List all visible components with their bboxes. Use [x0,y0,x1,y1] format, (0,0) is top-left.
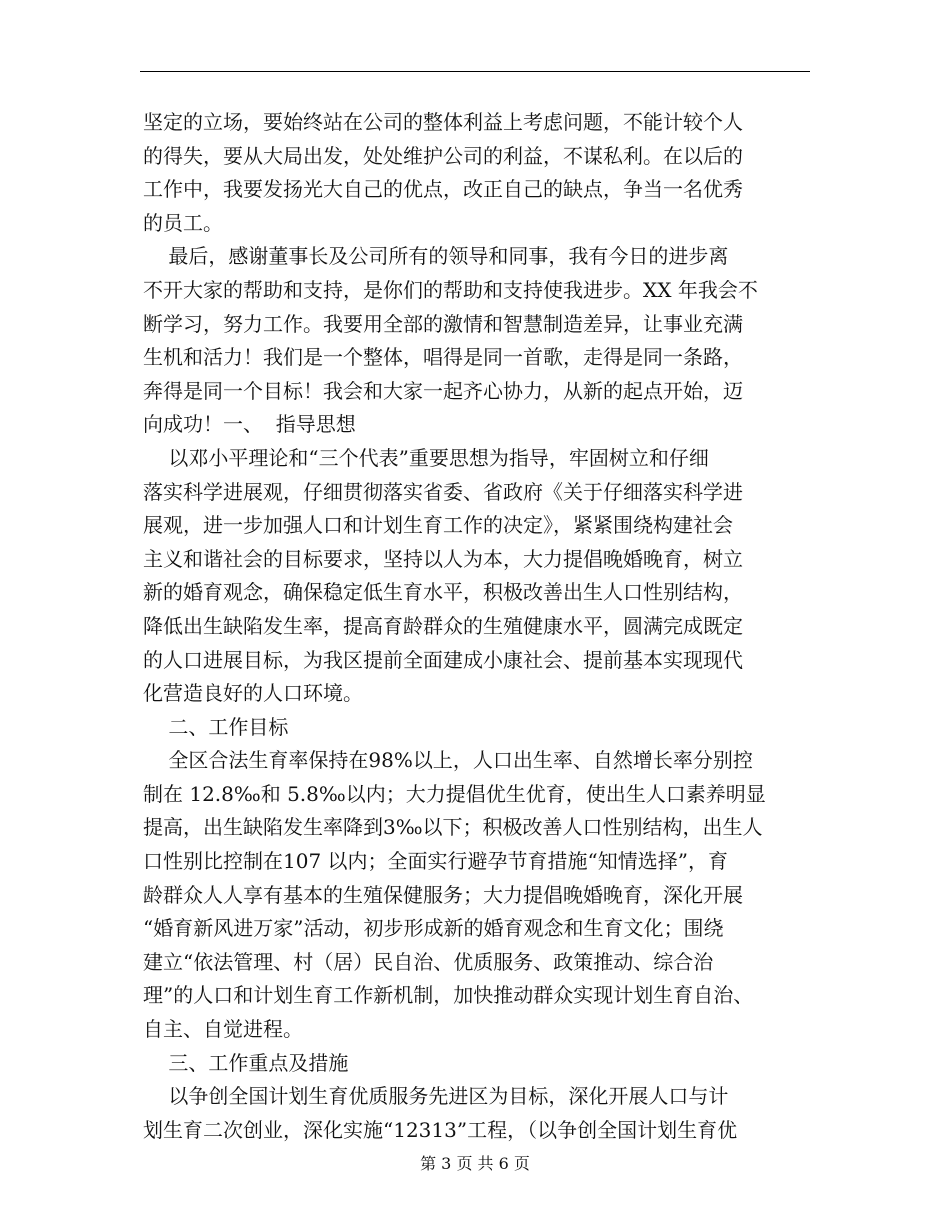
text-line-10: 向成功！一、 指导思想 [143,412,356,437]
text-line-19: 二、工作目标 [143,714,289,739]
text-line-18: 化营造良好的人口环境。 [143,681,363,706]
text-line-17: 的人口进展目标，为我区提前全面建成小康社会、提前基本实现现代 [143,647,743,672]
text-line-27: 理”的人口和计划生育工作新机制，加快推动群众实现计划生育自治、 [143,983,754,1008]
header-rule [140,71,810,72]
text-line-4: 的员工。 [143,210,223,235]
text-line-23: 口性别比控制在107 以内；全面实行避孕节育措施“知情选择”，育 [143,849,728,874]
page-number-footer: 第 3 页 共 6 页 [420,1154,530,1173]
text-line-25: “婚育新风进万家”活动，初步形成新的婚育观念和生育文化；围绕 [143,916,724,941]
text-line-28: 自主、自觉进程。 [143,1017,303,1042]
text-line-29: 三、工作重点及措施 [143,1050,349,1075]
text-line-20: 全区合法生育率保持在98%以上，人口出生率、自然增长率分别控 [143,748,753,773]
text-line-22: 提高，出生缺陷发生率降到3‰以下；积极改善人口性别结构，出生人 [143,815,763,840]
document-body [143,106,823,1147]
text-line-5: 最后，感谢董事长及公司所有的领导和同事，我有今日的进步离 [143,244,729,269]
text-line-30: 以争创全国计划生育优质服务先进区为目标，深化开展人口与计 [143,1084,729,1109]
text-line-9: 奔得是同一个目标！我会和大家一起齐心协力，从新的起点开始，迈 [143,378,743,403]
text-line-16: 降低出生缺陷发生率，提高育龄群众的生殖健康水平，圆满完成既定 [143,613,743,638]
text-line-6: 不开大家的帮助和支持，是你们的帮助和支持使我进步。XX 年我会不 [143,277,758,302]
text-line-2: 的得失，要从大局出发，处处维护公司的利益，不谋私利。在以后的 [143,143,743,168]
text-line-11: 以邓小平理论和“三个代表”重要思想为指导，牢固树立和仔细 [143,445,709,470]
text-line-31: 划生育二次创业，深化实施“12313”工程，（以争创全国计划生育优 [143,1117,738,1142]
text-line-14: 主义和谐社会的目标要求，坚持以人为本，大力提倡晚婚晚育，树立 [143,546,743,571]
text-line-24: 龄群众人人享有基本的生殖保健服务；大力提倡晚婚晚育，深化开展 [143,882,743,907]
text-line-12: 落实科学进展观，仔细贯彻落实省委、省政府《关于仔细落实科学进 [143,479,743,504]
text-line-1: 坚定的立场，要始终站在公司的整体利益上考虑问题，不能计较个人 [143,110,743,134]
text-line-13: 展观，进一步加强人口和计划生育工作的决定》，紧紧围绕构建社会 [143,513,733,538]
text-line-7: 断学习，努力工作。我要用全部的激情和智慧制造差异，让事业充满 [143,311,743,336]
text-line-3: 工作中，我要发扬光大自己的优点，改正自己的缺点，争当一名优秀 [143,177,743,202]
text-line-26: 建立“依法管理、村（居）民自治、优质服务、政策推动、综合治 [143,949,714,974]
text-line-8: 生机和活力！我们是一个整体，唱得是同一首歌，走得是同一条路， [143,345,743,370]
text-line-15: 新的婚育观念，确保稳定低生育水平，积极改善出生人口性别结构， [143,580,743,605]
text-line-21: 制在 12.8‰和 5.8‰以内；大力提倡优生优育，使出生人口素养明显 [143,781,766,806]
